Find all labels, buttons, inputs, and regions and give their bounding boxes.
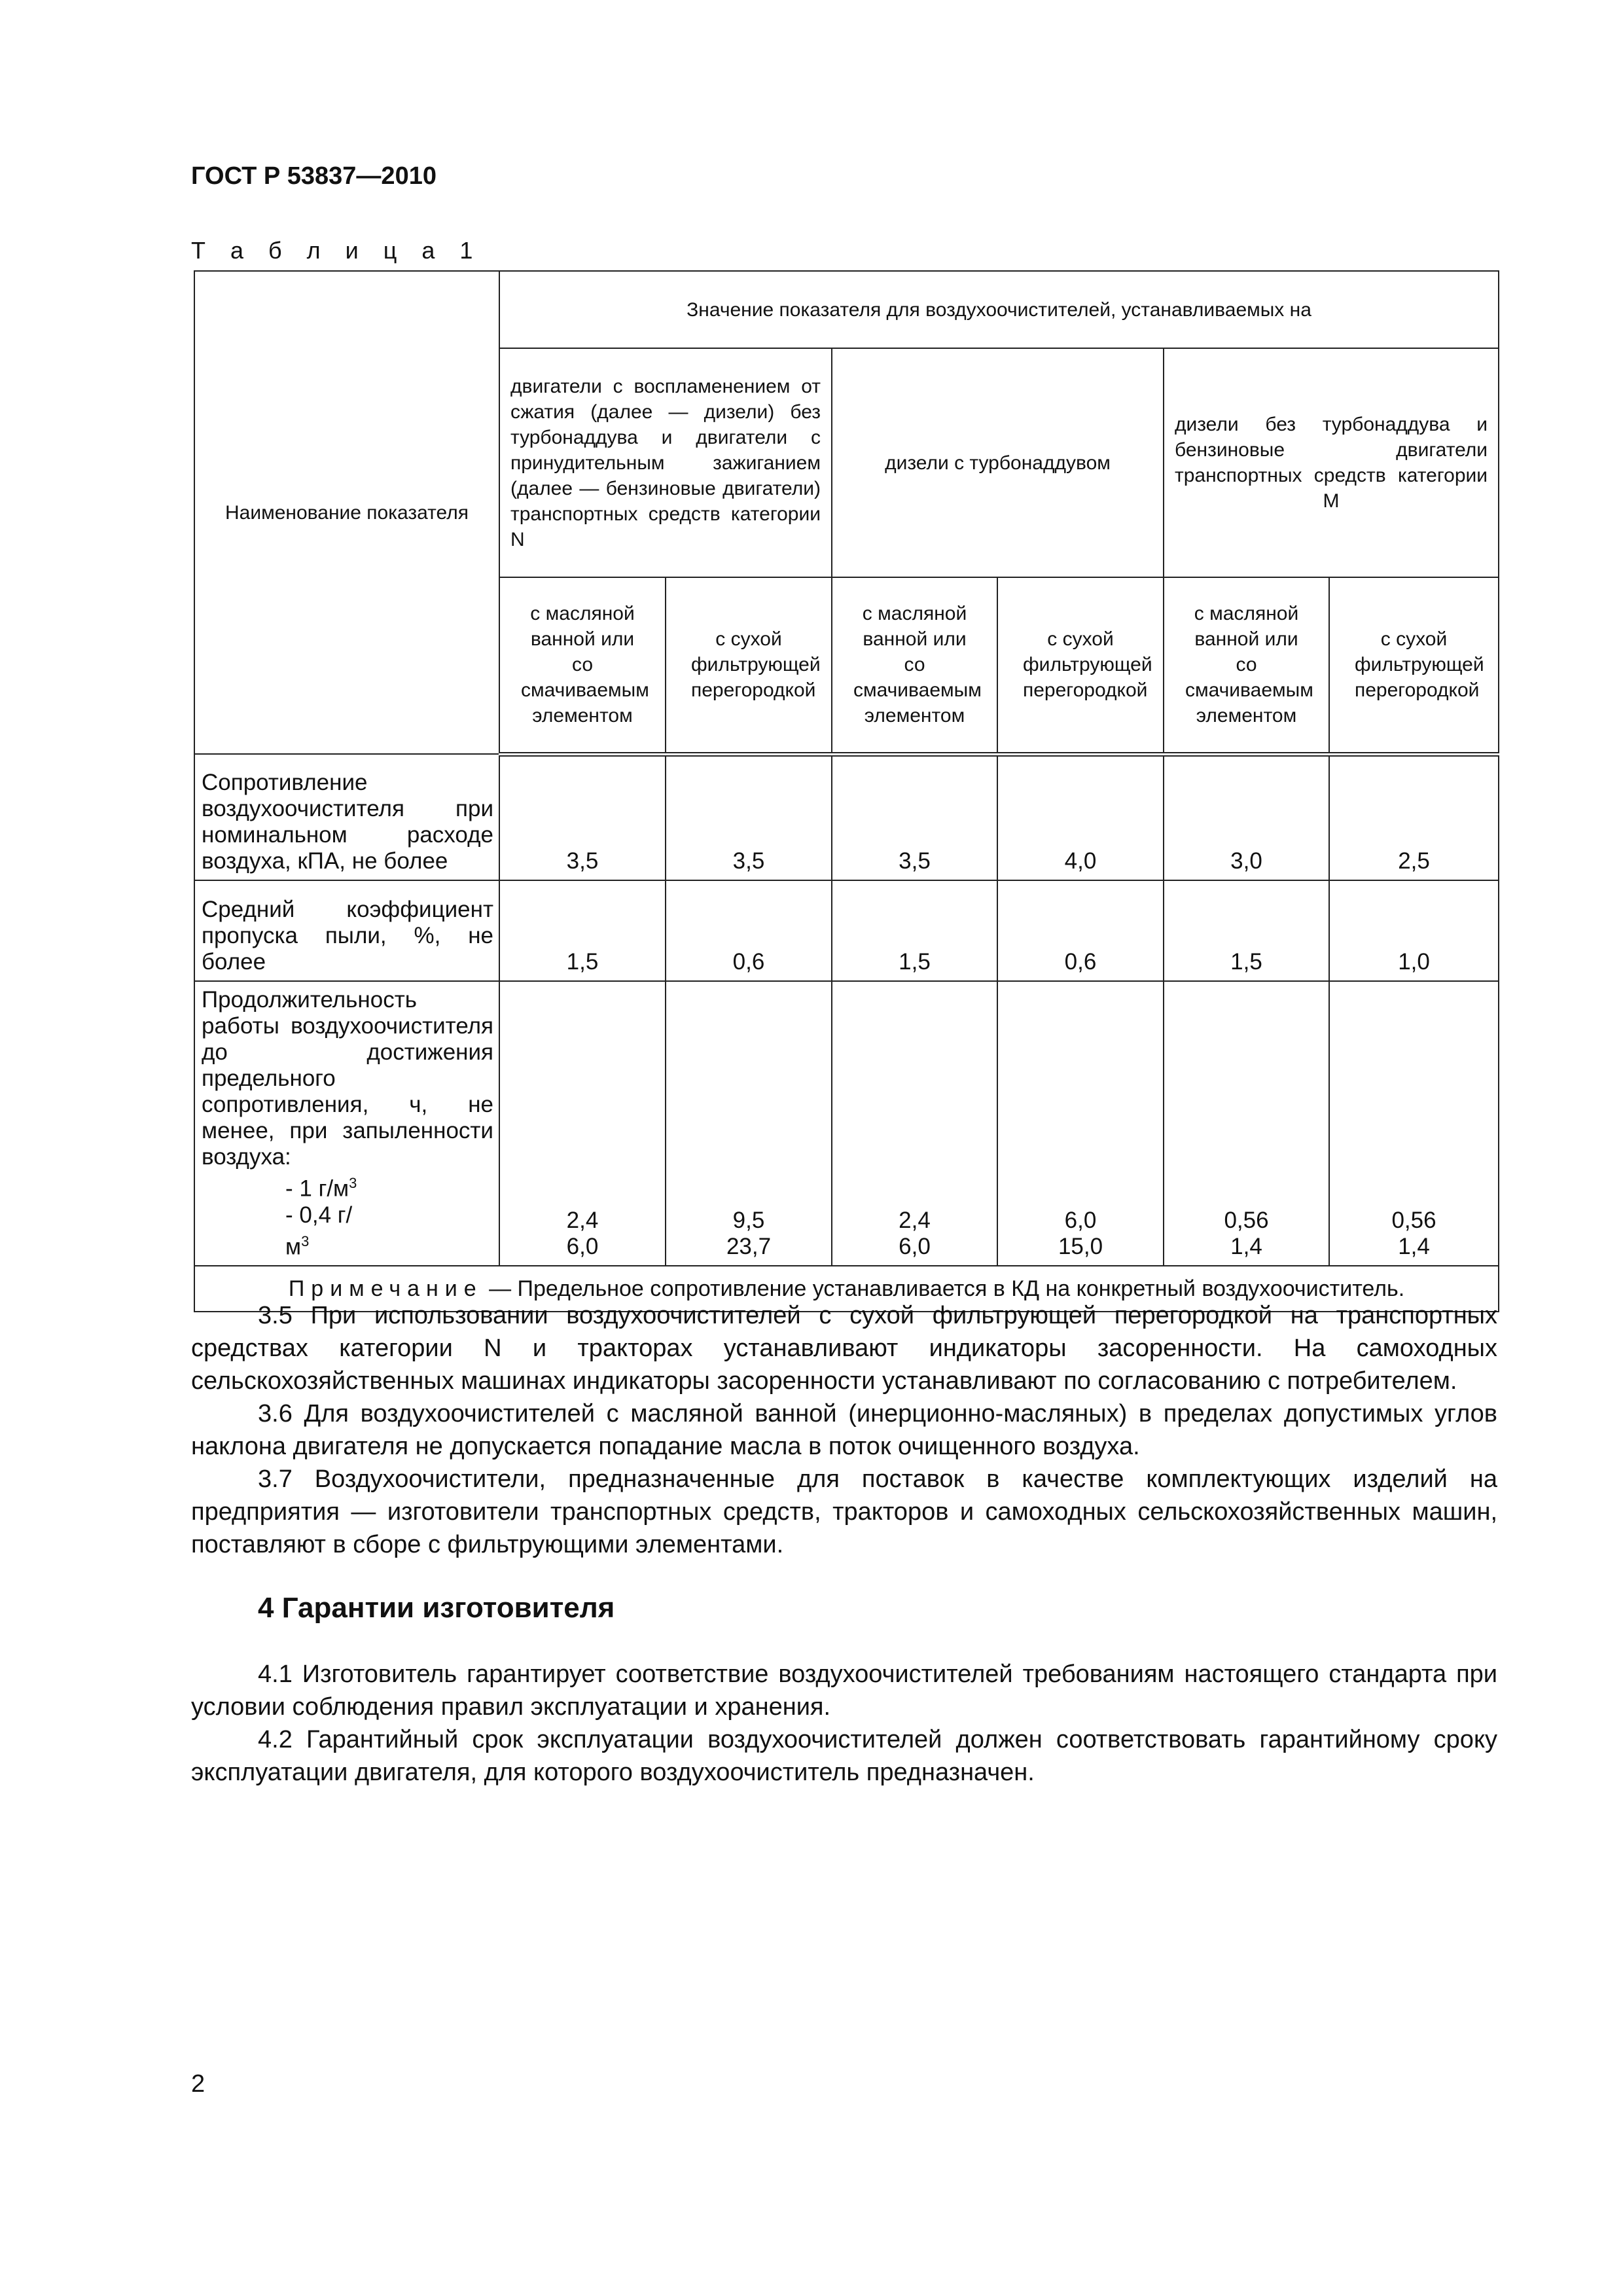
table-cell: 0,56 1,4: [1329, 981, 1499, 1266]
table-cell: 1,5: [832, 880, 997, 981]
table-cell: 0,56 1,4: [1164, 981, 1329, 1266]
subheader-oil-bath-3: с масляной ванной или со смачиваемым элементом: [1164, 577, 1329, 754]
table-caption: Т а б л и ц а 1: [191, 237, 482, 264]
row-name: Сопротивление воздухоочистителя при номинальном расходе воздуха, кПА, не более: [194, 754, 499, 880]
stub-header: Наименование показателя: [225, 501, 469, 524]
table-row: [194, 981, 1499, 1266]
paragraph-3-5: 3.5 При использовании воздухоочистителей с сухой фильтрующей перегородкой на транспортных средствах категории N и тракторах устанавливают индикаторы засоренности. На самоходных сельскохозяйственных машинах индикаторы засоренности устанавливают по согласованию с потребителем.: [191, 1302, 1497, 1395]
paragraph-3-6: 3.6 Для воздухоочистителей с масляной ванной (инерционно-масляных) в пределах допустимых углов наклона двигателя не допускается попадание масла в поток очищенного воздуха.: [191, 1400, 1497, 1460]
table-cell: 3,5: [499, 754, 666, 880]
paragraph-4-2: 4.2 Гарантийный срок эксплуатации воздухоочистителей должен соответствовать гарантийному сроку эксплуатации двигателя, для которого воздухоочиститель предназначен.: [191, 1726, 1497, 1786]
table-row: [194, 754, 1499, 880]
table-cell: 0,6: [666, 880, 832, 981]
engine-group-2: дизели с турбонаддувом: [832, 348, 1164, 577]
table-cell: 3,5: [666, 754, 832, 880]
subheader-dry-filter-1: с сухой фильтрующей перегородкой: [666, 577, 832, 754]
group-header: Значение показателя для воздухоочистителей, устанавливаемых на: [687, 298, 1311, 321]
subheader-oil-bath-1: с масляной ванной или со смачиваемым элементом: [499, 577, 666, 754]
row-name: Средний коэффициент пропуска пыли, %, не более: [194, 880, 499, 981]
engine-group-1: двигатели с воспламенением от сжатия (далее — дизели) без турбонаддува и двигатели с принудительным зажиганием (далее — бензиновые двигатели) транспортных средств категории N: [499, 348, 832, 577]
subheader-oil-bath-2: с масляной ванной или со смачиваемым элементом: [832, 577, 997, 754]
table-row: [194, 880, 1499, 981]
subheader-dry-filter-3: с сухой фильтрующей перегородкой: [1329, 577, 1499, 754]
table-cell: 0,6: [997, 880, 1164, 981]
table-cell: 2,4 6,0: [499, 981, 666, 1266]
row-name: Продолжительность работы воздухоочистителя до достижения предельного сопротивления, ч, не менее, при запыленности воздуха:: [202, 987, 493, 1170]
stub-header-cell: [194, 271, 499, 754]
table-cell: 2,4 6,0: [832, 981, 997, 1266]
document-code: ГОСТ Р 53837—2010: [191, 162, 437, 190]
page-number: 2: [191, 2070, 205, 2098]
table-cell: 3,0: [1164, 754, 1329, 880]
table-cell: 4,0: [997, 754, 1164, 880]
paragraph-4-1: 4.1 Изготовитель гарантирует соответствие воздухоочистителей требованиям настоящего стандарта при условии соблюдения правил эксплуатации и хранения.: [191, 1660, 1497, 1721]
table-cell: 6,0 15,0: [997, 981, 1164, 1266]
table-cell: 9,5 23,7: [666, 981, 832, 1266]
table-cell: 1,0: [1329, 880, 1499, 981]
section4-body: [191, 1658, 1497, 1789]
sub-row-label-2: - 0,4 $г/м^3$: [285, 1202, 353, 1260]
table-cell: 2,5: [1329, 754, 1499, 880]
group-header-cell: [499, 271, 1499, 348]
table-cell: 1,5: [499, 880, 666, 981]
engine-group-3: дизели без турбонаддува и бензиновые двигатели транспортных средств категории M: [1164, 348, 1499, 577]
sub-row-label-1: - 1 $г/м^3$: [285, 1175, 357, 1202]
subheader-dry-filter-2: с сухой фильтрующей перегородкой: [997, 577, 1164, 754]
note-label: Примечание: [288, 1276, 483, 1301]
specification-table: [194, 270, 1499, 1312]
section3-body: [191, 1299, 1497, 1561]
section-heading: 4 Гарантии изготовителя: [258, 1592, 615, 1624]
row-name-cell: [194, 981, 499, 1266]
paragraph-3-7: 3.7 Воздухоочистители, предназначенные для поставок в качестве комплектующих изделий на предприятия — изготовители транспортных средств, тракторов и самоходных сельскохозяйственных машин, поставляют в сборе с фильтрующими элементами.: [191, 1465, 1497, 1558]
table-cell: 1,5: [1164, 880, 1329, 981]
note-text: — Предельное сопротивление устанавливается в КД на конкретный воздухоочиститель.: [482, 1276, 1405, 1301]
table-cell: 3,5: [832, 754, 997, 880]
